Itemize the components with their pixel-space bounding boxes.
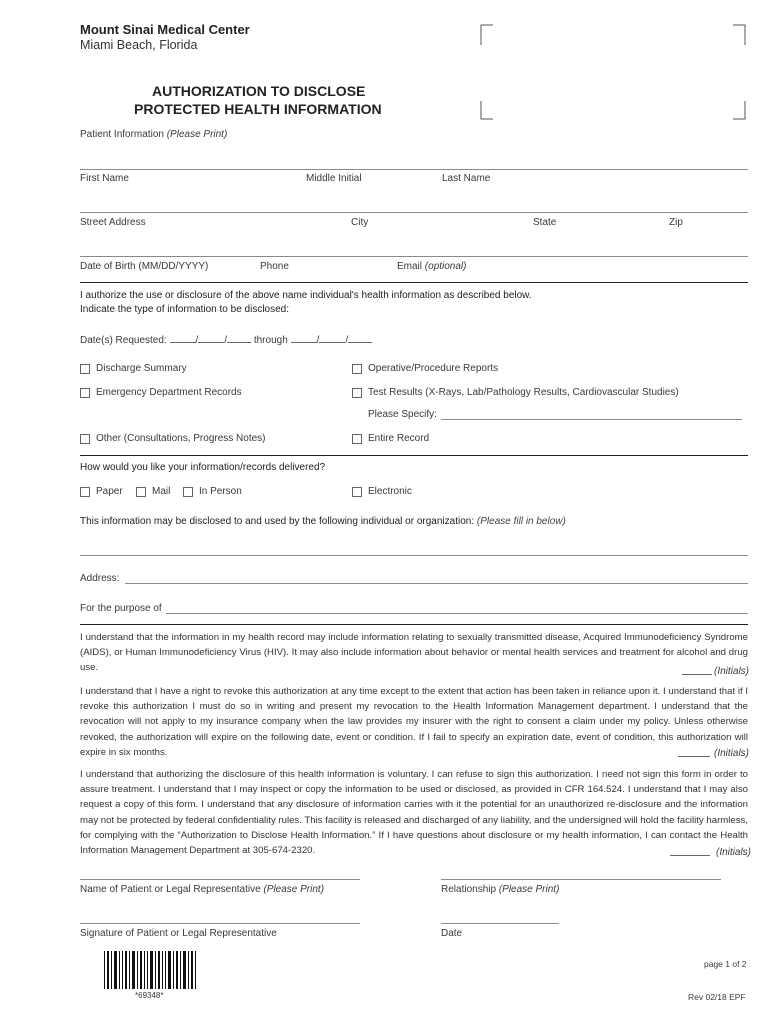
email-label: Email (optional) — [397, 261, 467, 272]
relationship-field[interactable] — [441, 879, 721, 880]
first-name-label: First Name — [80, 173, 129, 184]
date-from-month[interactable] — [170, 333, 196, 343]
crop-mark-top-left — [480, 24, 494, 46]
test-results-checkbox[interactable] — [352, 388, 362, 398]
crop-mark-bottom-left — [480, 100, 494, 120]
relationship-label: Relationship (Please Print) — [441, 884, 560, 895]
form-title-line2: PROTECTED HEALTH INFORMATION — [134, 101, 382, 117]
dob-field-line[interactable] — [80, 256, 748, 257]
delivery-question: How would you like your information/records delivered? — [80, 462, 326, 473]
date-field[interactable] — [441, 923, 559, 924]
paragraph-revocation: I understand that I have a right to revoke this authorization at any time except to the extent that action has been taken in reliance upon it. I understand that if I revoke this authorization I must do so in writing and present my revocation to the Health Information Management department. I understand that the revocation will not apply to my insurance company when the law provides my insurer with the right to consent a claim under my policy. Unless otherwise revoked, the authorization will expire on the following date, event or condition. If I fail to specify an expiration date, event of condition, this authorization will expire in six months. — [80, 686, 748, 758]
emergency-records-label: Emergency Department Records — [96, 387, 242, 398]
date-to-month[interactable] — [291, 333, 317, 343]
date-label: Date — [441, 928, 463, 939]
date-from-year[interactable] — [227, 333, 251, 343]
patient-info-heading: Patient Information (Please Print) — [80, 129, 228, 140]
in-person-label: In Person — [199, 486, 242, 497]
state-label: State — [533, 217, 557, 228]
barcode-icon — [104, 951, 197, 989]
please-specify-label: Please Specify: — [368, 409, 437, 420]
paragraph-sensitive-info: I understand that the information in my health record may include information relating to sexually transmitted disease, Acquired Immunodeficiency Syndrome (AIDS), or Human Immunodeficiency Virus (HIV). It may also include information about behavior or mental health services and treatment for alcohol and drug use. — [80, 632, 748, 674]
date-from-day[interactable] — [198, 333, 224, 343]
signature-field[interactable] — [80, 923, 360, 924]
zip-label: Zip — [669, 217, 683, 228]
electronic-checkbox[interactable] — [352, 487, 362, 497]
other-records-label: Other (Consultations, Progress Notes) — [96, 433, 266, 444]
phone-label: Phone — [260, 261, 289, 272]
initials-field-1[interactable] — [682, 674, 712, 675]
discharge-summary-checkbox[interactable] — [80, 364, 90, 374]
initials-field-3[interactable] — [670, 855, 710, 856]
dates-requested-row: Date(s) Requested: / / through / / — [80, 333, 372, 346]
section-divider-1 — [80, 282, 748, 283]
test-results-label: Test Results (X-Rays, Lab/Pathology Results, Cardiovascular Studies) — [368, 387, 679, 398]
address-label: Address: — [80, 573, 120, 584]
recipient-field[interactable] — [80, 555, 748, 556]
electronic-label: Electronic — [368, 486, 412, 497]
initials-label-2: (Initials) — [714, 748, 750, 759]
paragraph-voluntary: I understand that authorizing the disclosure of this health information is voluntary. I can refuse to sign this authorization. I need not sign this form in order to assure treatment. I understand that I may inspect or copy the information to be used or disclosed, as provided in CFR 164.524. I understand that I may also request a copy of this form. I understand that any disclosure of information carries with it the potential for an unauthorized re-disclosure and the information may not be protected by federal confidentiality rules. This facility is released and discharged of any liability, and the undersigned will hold the facility harmless, for complying with the “Authorization to Disclose Health Information.” If I have questions about disclosure or my health information, I can contact the Health Information Management Department at 305-674-2320. — [80, 769, 748, 857]
last-name-label: Last Name — [442, 173, 491, 184]
middle-initial-label: Middle Initial — [306, 173, 362, 184]
entire-record-checkbox[interactable] — [352, 434, 362, 444]
name-field-line[interactable] — [80, 169, 748, 170]
page-number: page 1 of 2 — [704, 959, 747, 969]
mail-label: Mail — [152, 486, 171, 497]
authorize-line: I authorize the use or disclosure of the above name individual's health information as described below. — [80, 290, 532, 301]
crop-mark-bottom-right — [732, 100, 746, 120]
recipient-statement: This information may be disclosed to and used by the following individual or organization: (Please fill in below) — [80, 516, 566, 527]
street-label: Street Address — [80, 217, 146, 228]
operative-reports-label: Operative/Procedure Reports — [368, 363, 499, 374]
emergency-records-checkbox[interactable] — [80, 388, 90, 398]
initials-label-3: (Initials) — [716, 847, 752, 858]
entire-record-label: Entire Record — [368, 433, 430, 444]
form-title-line1: AUTHORIZATION TO DISCLOSE — [152, 83, 366, 99]
org-name: Mount Sinai Medical Center — [80, 22, 250, 37]
patient-name-label: Name of Patient or Legal Representative (Please Print) — [80, 884, 325, 895]
operative-reports-checkbox[interactable] — [352, 364, 362, 374]
recipient-address-field[interactable] — [125, 583, 748, 584]
paper-checkbox[interactable] — [80, 487, 90, 497]
in-person-checkbox[interactable] — [183, 487, 193, 497]
other-records-checkbox[interactable] — [80, 434, 90, 444]
purpose-field[interactable] — [166, 613, 748, 614]
dob-label: Date of Birth (MM/DD/YYYY) — [80, 261, 209, 272]
date-to-day[interactable] — [319, 333, 345, 343]
org-location: Miami Beach, Florida — [80, 38, 198, 52]
paper-label: Paper — [96, 486, 123, 497]
section-divider-3 — [80, 624, 748, 625]
please-specify-field[interactable] — [441, 419, 742, 420]
discharge-summary-label: Discharge Summary — [96, 363, 187, 374]
signature-label: Signature of Patient or Legal Representative — [80, 928, 277, 939]
revision-code: Rev 02/18 EPF — [688, 992, 746, 1002]
mail-checkbox[interactable] — [136, 487, 146, 497]
crop-mark-top-right — [732, 24, 746, 46]
purpose-label: For the purpose of — [80, 603, 162, 614]
barcode-number: *69348* — [135, 991, 164, 1000]
patient-name-field[interactable] — [80, 879, 360, 880]
indicate-type-line: Indicate the type of information to be disclosed: — [80, 304, 290, 315]
address-field-line[interactable] — [80, 212, 748, 213]
city-label: City — [351, 217, 369, 228]
initials-field-2[interactable] — [678, 756, 710, 757]
initials-label-1: (Initials) — [714, 666, 750, 677]
section-divider-2 — [80, 455, 748, 456]
date-to-year[interactable] — [348, 333, 372, 343]
